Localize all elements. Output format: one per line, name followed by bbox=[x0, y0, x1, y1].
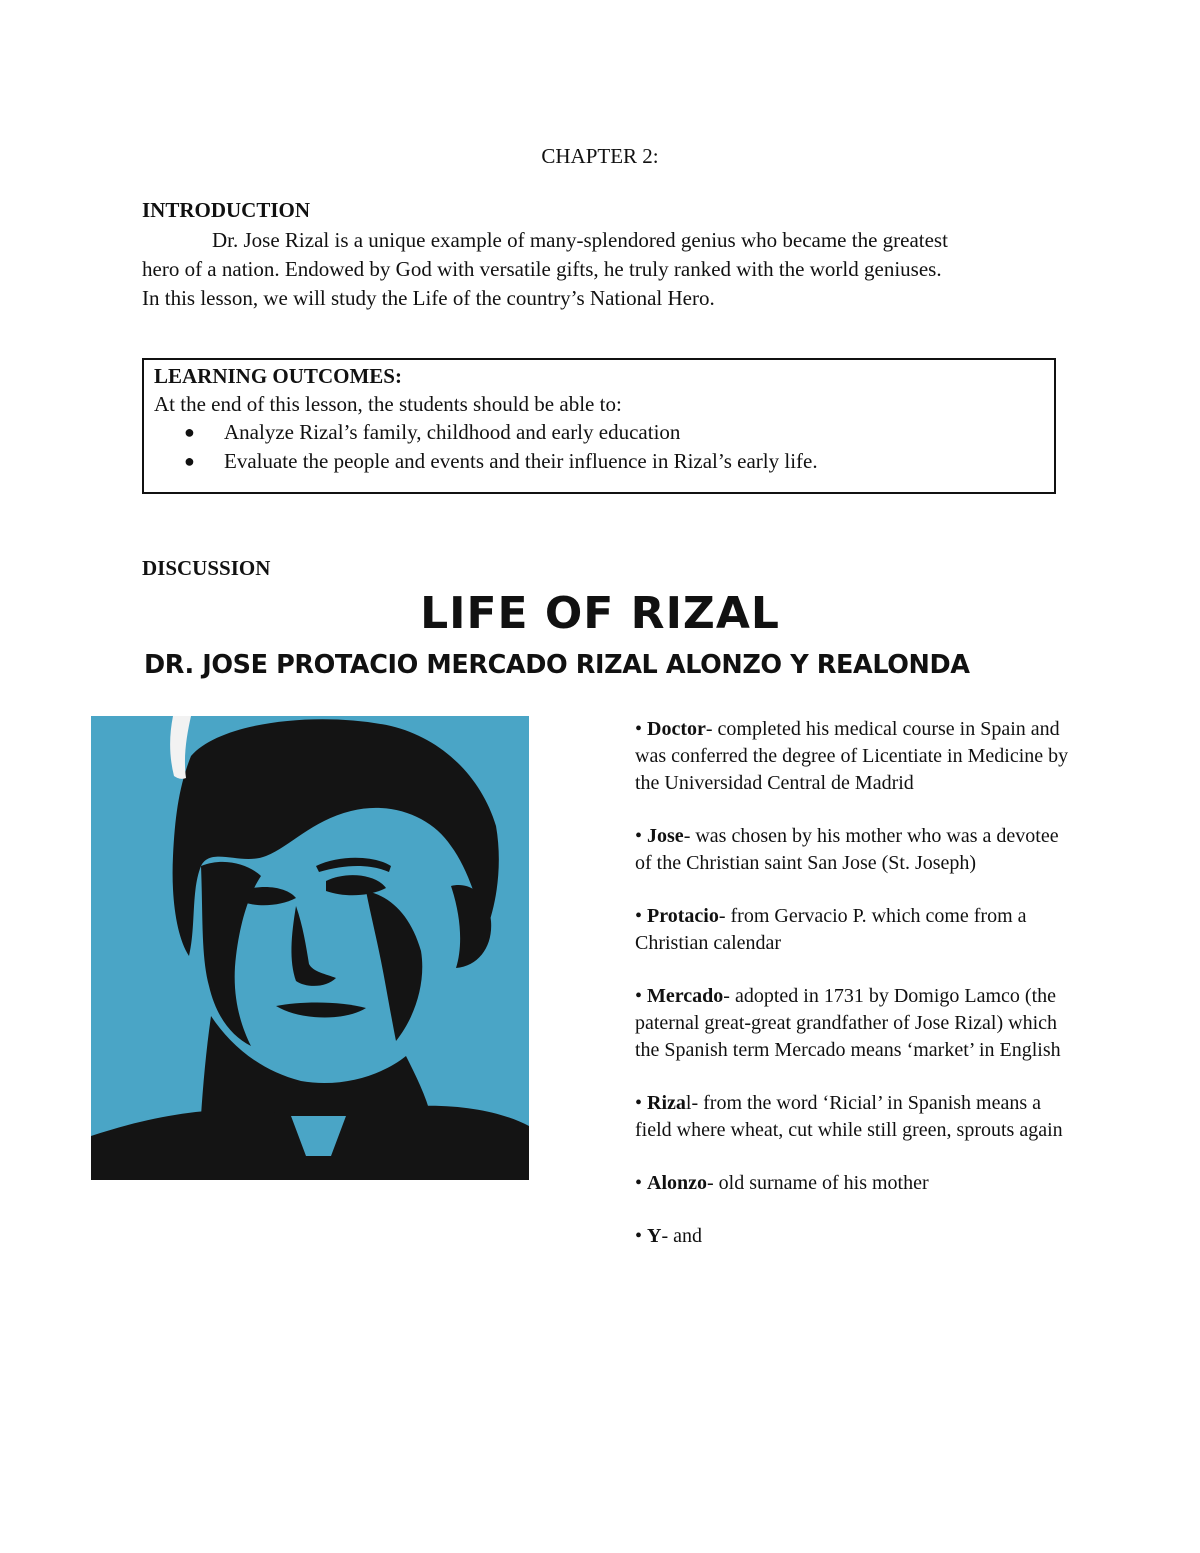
introduction-heading: INTRODUCTION bbox=[142, 198, 311, 222]
learning-outcomes-list bbox=[184, 418, 818, 476]
list-item bbox=[635, 903, 1070, 957]
discussion-heading: DISCUSSION bbox=[142, 556, 271, 580]
name-term: Jose bbox=[647, 825, 684, 847]
name-definition: l- from the word ‘Ricial’ in Spanish means a field where wheat, cut while still green, sprouts again bbox=[635, 1092, 1063, 1141]
name-definition: - from Gervacio P. which come from a Christian calendar bbox=[635, 905, 1027, 954]
bullet-icon: • bbox=[635, 1172, 648, 1194]
bullet-icon: • bbox=[635, 985, 648, 1007]
chapter-heading: CHAPTER 2: bbox=[541, 144, 659, 168]
bullet-icon: • bbox=[635, 1092, 648, 1114]
rizal-portrait-image bbox=[91, 716, 529, 1180]
name-definition: - old surname of his mother bbox=[707, 1172, 929, 1194]
learning-outcomes-intro: At the end of this lesson, the students should be able to: bbox=[154, 392, 622, 416]
name-term: Alonzo bbox=[647, 1172, 708, 1194]
introduction-paragraph bbox=[142, 226, 1062, 313]
learning-outcomes-box bbox=[142, 358, 1056, 494]
bullet-icon: ● bbox=[184, 451, 195, 471]
learning-outcomes-title: LEARNING OUTCOMES: bbox=[154, 364, 402, 388]
name-definition: - completed his medical course in Spain and was conferred the degree of Licentiate in Medicine by the Universidad Central de Madrid bbox=[635, 718, 1069, 794]
name-term: Protacio bbox=[647, 905, 719, 927]
list-item bbox=[635, 1223, 1070, 1250]
name-term: Riza bbox=[647, 1092, 686, 1114]
bullet-icon: • bbox=[635, 905, 648, 927]
name-meaning-list bbox=[635, 716, 1070, 1276]
bullet-icon: • bbox=[635, 1225, 648, 1247]
list-item bbox=[635, 823, 1070, 877]
bullet-icon: • bbox=[635, 718, 648, 740]
introduction-line: In this lesson, we will study the Life of the country’s National Hero. bbox=[142, 286, 715, 310]
list-item: ● Evaluate the people and events and their influence in Rizal’s early life. bbox=[184, 447, 818, 476]
full-name-heading: DR. JOSE PROTACIO MERCADO RIZAL ALONZO Y REALONDA bbox=[144, 650, 970, 680]
name-term: Mercado bbox=[647, 985, 724, 1007]
list-item bbox=[635, 1090, 1070, 1144]
name-term: Doctor bbox=[647, 718, 706, 740]
list-item bbox=[635, 983, 1070, 1064]
introduction-line: Dr. Jose Rizal is a unique example of many-splendored genius who became the greatest bbox=[212, 228, 948, 252]
bullet-icon: ● bbox=[184, 422, 195, 442]
bullet-icon: • bbox=[635, 825, 648, 847]
name-term: Y bbox=[647, 1225, 662, 1247]
name-definition: - and bbox=[661, 1225, 703, 1247]
name-definition: - adopted in 1731 by Domigo Lamco (the paternal great-great grandfather of Jose Rizal) which the Spanish term Mercado means ‘market’ in English bbox=[635, 985, 1061, 1061]
list-item bbox=[635, 716, 1070, 797]
list-item bbox=[635, 1170, 1070, 1197]
name-definition: - was chosen by his mother who was a devotee of the Christian saint San Jose (St. Joseph) bbox=[635, 825, 1059, 874]
page-title: LIFE OF RIZAL bbox=[420, 588, 780, 639]
list-item: ● Analyze Rizal’s family, childhood and early education bbox=[184, 418, 818, 447]
introduction-line: hero of a nation. Endowed by God with versatile gifts, he truly ranked with the world geniuses. bbox=[142, 257, 942, 281]
